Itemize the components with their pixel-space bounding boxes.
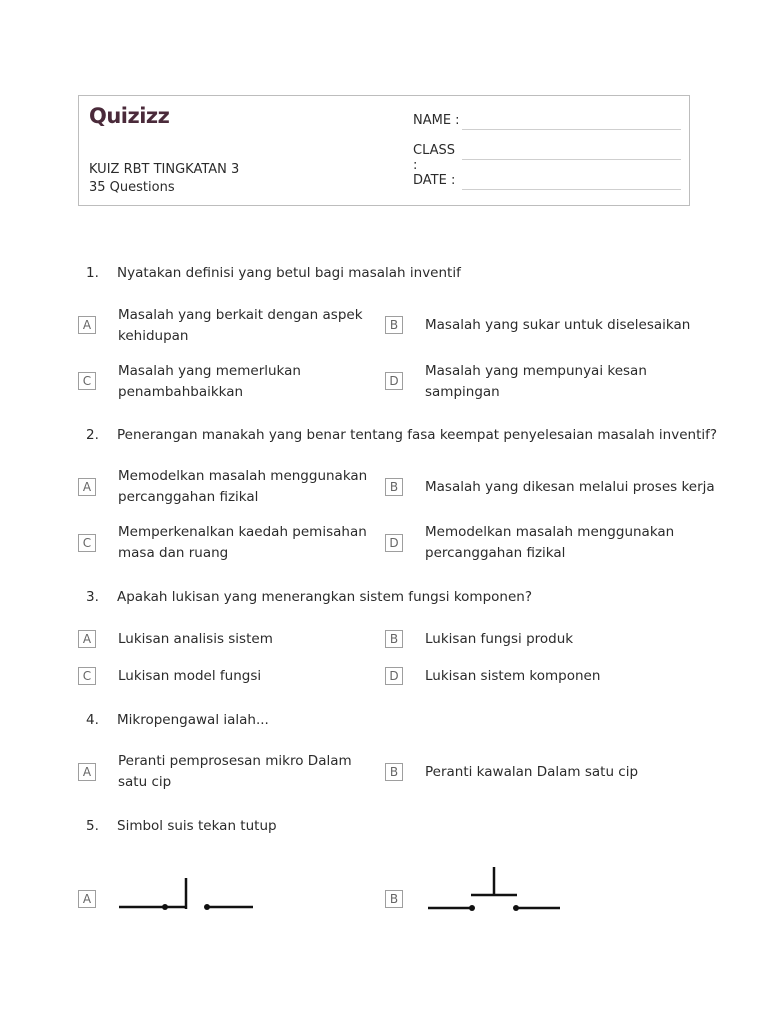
option-letter: A bbox=[78, 316, 96, 334]
option-letter: A bbox=[78, 763, 96, 781]
class-field[interactable] bbox=[413, 143, 463, 173]
option-letter: A bbox=[78, 890, 96, 908]
option-letter: A bbox=[78, 478, 96, 496]
option-text: Masalah yang mempunyai kesan sampingan bbox=[425, 363, 647, 400]
quiz-header bbox=[78, 95, 690, 206]
question-number: 2. bbox=[86, 427, 99, 443]
quiz-title: KUIZ RBT TINGKATAN 3 bbox=[89, 162, 240, 177]
question-number: 5. bbox=[86, 818, 99, 834]
option-letter: B bbox=[385, 630, 403, 648]
option-text: Memperkenalkan kaedah pemisahan masa dan ruang bbox=[118, 524, 367, 561]
option-text: Masalah yang berkait dengan aspek kehidupan bbox=[118, 307, 363, 344]
option-text: Memodelkan masalah menggunakan percanggahan fizikal bbox=[118, 468, 368, 505]
option-letter: B bbox=[385, 478, 403, 496]
name-field[interactable] bbox=[413, 113, 463, 128]
option-letter: D bbox=[385, 667, 403, 685]
option-text: Lukisan fungsi produk bbox=[425, 631, 574, 647]
date-label: DATE : bbox=[413, 173, 456, 188]
option-text: Masalah yang sukar untuk diselesaikan bbox=[425, 317, 691, 333]
push-switch-symbol-b bbox=[425, 862, 565, 916]
name-line[interactable] bbox=[462, 129, 681, 130]
option-letter: B bbox=[385, 890, 403, 908]
question-text: Apakah lukisan yang menerangkan sistem fungsi komponen? bbox=[117, 589, 532, 605]
option-text: Peranti kawalan Dalam satu cip bbox=[425, 764, 639, 780]
class-label: CLASS : bbox=[413, 143, 456, 173]
option-letter: C bbox=[78, 534, 96, 552]
option-letter: B bbox=[385, 316, 403, 334]
option-letter: D bbox=[385, 534, 403, 552]
option-text: Peranti pemprosesan mikro Dalam satu cip bbox=[118, 753, 352, 790]
option-text: Lukisan sistem komponen bbox=[425, 668, 601, 684]
name-label: NAME : bbox=[413, 113, 460, 128]
question-text: Mikropengawal ialah... bbox=[117, 712, 269, 728]
class-line[interactable] bbox=[462, 159, 681, 160]
option-letter: C bbox=[78, 372, 96, 390]
question-text: Nyatakan definisi yang betul bagi masalah inventif bbox=[117, 265, 461, 281]
option-text: Lukisan model fungsi bbox=[118, 668, 262, 684]
question-text: Penerangan manakah yang benar tentang fasa keempat penyelesaian masalah inventif? bbox=[117, 427, 718, 443]
quizizz-logo: Quizizz bbox=[89, 104, 170, 128]
option-letter: B bbox=[385, 763, 403, 781]
date-line[interactable] bbox=[462, 189, 681, 190]
option-letter: D bbox=[385, 372, 403, 390]
date-field[interactable] bbox=[413, 173, 463, 188]
push-switch-symbol-a bbox=[116, 872, 256, 916]
question-number: 3. bbox=[86, 589, 99, 605]
option-text: Masalah yang dikesan melalui proses kerja bbox=[425, 479, 715, 495]
option-text: Masalah yang memerlukan penambahbaikkan bbox=[118, 363, 301, 400]
option-text: Lukisan analisis sistem bbox=[118, 631, 273, 647]
option-text: Memodelkan masalah menggunakan percanggahan fizikal bbox=[425, 524, 675, 561]
question-count: 35 Questions bbox=[89, 180, 175, 195]
question-text: Simbol suis tekan tutup bbox=[117, 818, 277, 834]
question-number: 1. bbox=[86, 265, 99, 281]
option-letter: C bbox=[78, 667, 96, 685]
question-number: 4. bbox=[86, 712, 99, 728]
option-letter: A bbox=[78, 630, 96, 648]
